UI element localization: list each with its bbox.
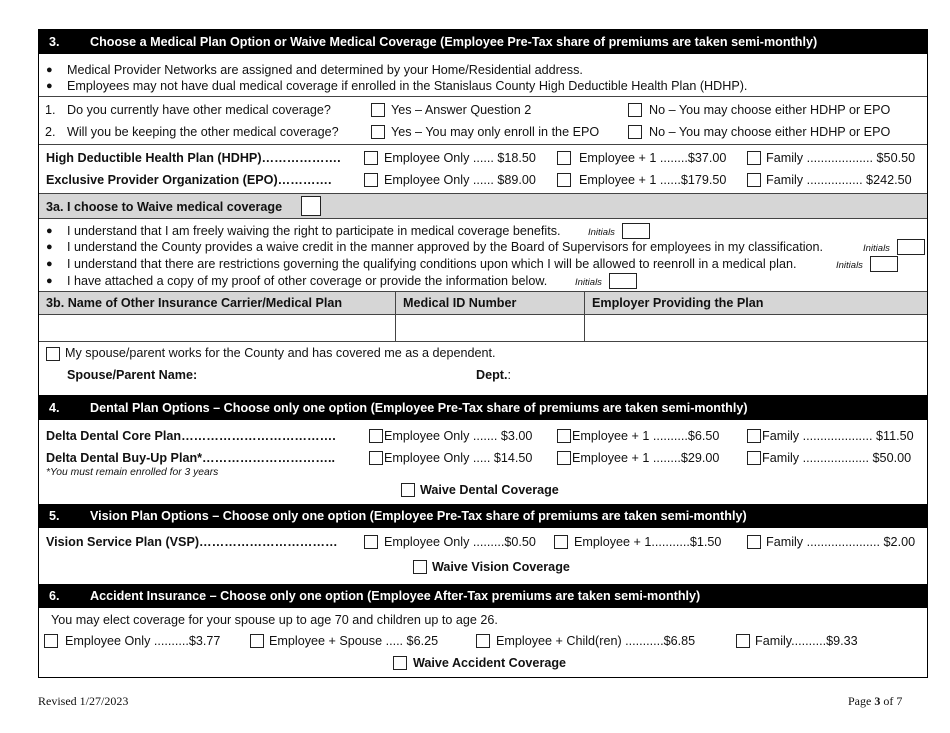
- vsp-employee-only-label: Employee Only .........$0.50: [384, 535, 536, 549]
- spouse-county-label: My spouse/parent works for the County and has covered me as a dependent.: [65, 346, 496, 360]
- waive-dental-label: Waive Dental Coverage: [420, 483, 559, 497]
- dental-core-employee-plus-one-checkbox[interactable]: [557, 429, 571, 443]
- section-6-header: [39, 584, 927, 608]
- initials-label: Initials: [836, 260, 863, 271]
- hdhp-employee-only-checkbox[interactable]: [364, 151, 378, 165]
- accident-employee-only-label: Employee Only ..........$3.77: [65, 634, 221, 648]
- divider: [39, 341, 927, 342]
- page-number: Page 3 of 7: [848, 694, 903, 708]
- epo-employee-plus-one-checkbox[interactable]: [557, 173, 571, 187]
- section-number: 4.: [49, 401, 60, 415]
- plan-name-dental-core: Delta Dental Core Plan……………………………….: [46, 429, 336, 443]
- vsp-employee-only-checkbox[interactable]: [364, 535, 378, 549]
- vsp-employee-plus-one-label: Employee + 1...........$1.50: [574, 535, 722, 549]
- accident-intro: You may elect coverage for your spouse up to age 70 and children up to age 26.: [51, 613, 498, 627]
- accident-employee-children-checkbox[interactable]: [476, 634, 490, 648]
- bullet-icon: ●: [46, 225, 53, 237]
- q1-yes-checkbox[interactable]: [371, 103, 385, 117]
- initials-label: Initials: [588, 227, 615, 238]
- spouse-county-checkbox[interactable]: [46, 347, 60, 361]
- dental-core-family-checkbox[interactable]: [747, 429, 761, 443]
- epo-employee-only-label: Employee Only ...... $89.00: [384, 173, 536, 187]
- waiver-statement: I understand that I am freely waiving the right to participate in medical coverage benefits.: [67, 224, 561, 238]
- epo-family-checkbox[interactable]: [747, 173, 761, 187]
- q1-yes-label: Yes – Answer Question 2: [391, 103, 532, 117]
- initials-field[interactable]: [609, 273, 637, 289]
- accident-family-label: Family..........$9.33: [755, 634, 858, 648]
- hdhp-employee-only-label: Employee Only ...... $18.50: [384, 151, 536, 165]
- section-4-header: [39, 395, 927, 420]
- epo-employee-plus-one-label: Employee + 1 ......$179.50: [579, 173, 727, 187]
- column-header: Medical ID Number: [403, 296, 517, 310]
- waive-vision-label: Waive Vision Coverage: [432, 560, 570, 574]
- accident-employee-spouse-label: Employee + Spouse ..... $6.25: [269, 634, 439, 648]
- section-title: Accident Insurance – Choose only one option (Employee After-Tax premiums are taken semi-monthly): [90, 589, 701, 603]
- section-number: 5.: [49, 509, 60, 523]
- plan-name-epo: Exclusive Provider Organization (EPO)………….: [46, 173, 332, 187]
- dental-buyup-employee-only-label: Employee Only ..... $14.50: [384, 451, 533, 465]
- initials-field[interactable]: [622, 223, 650, 239]
- dental-buyup-employee-only-checkbox[interactable]: [369, 451, 383, 465]
- waiver-statement: I understand the County provides a waive credit in the manner approved by the Board of Supervisors for employees in my classification.: [67, 240, 824, 254]
- divider: [39, 96, 927, 97]
- bullet-icon: ●: [46, 275, 53, 287]
- info-bullet: Employees may not have dual medical coverage if enrolled in the Stanislaus County High Deductible Health Plan (HDHP).: [67, 79, 748, 93]
- carrier-input[interactable]: [39, 316, 395, 340]
- dental-buyup-employee-plus-one-label: Employee + 1 ........$29.00: [572, 451, 720, 465]
- question-number: 1.: [45, 103, 56, 117]
- dental-core-family-label: Family .................... $11.50: [762, 429, 914, 443]
- q1-no-checkbox[interactable]: [628, 103, 642, 117]
- dept-label: Dept.:: [476, 368, 511, 382]
- waive-medical-checkbox[interactable]: [301, 196, 321, 216]
- dental-buyup-family-label: Family ................... $50.00: [762, 451, 912, 465]
- plan-name-vsp: Vision Service Plan (VSP)……………………………: [46, 535, 338, 549]
- accident-family-checkbox[interactable]: [736, 634, 750, 648]
- dental-buyup-family-checkbox[interactable]: [747, 451, 761, 465]
- waive-accident-checkbox[interactable]: [393, 656, 407, 670]
- spouse-name-label: Spouse/Parent Name:: [67, 368, 198, 382]
- q2-no-label: No – You may choose either HDHP or EPO: [649, 125, 891, 139]
- divider: [39, 144, 927, 145]
- question-1: Do you currently have other medical coverage?: [67, 103, 331, 117]
- accident-employee-children-label: Employee + Child(ren) ...........$6.85: [496, 634, 696, 648]
- revised-date: Revised 1/27/2023: [38, 694, 129, 708]
- initials-label: Initials: [863, 243, 890, 254]
- q2-yes-label: Yes – You may only enroll in the EPO: [391, 125, 600, 139]
- bullet-icon: ●: [46, 241, 53, 253]
- section-3-header: [39, 30, 927, 54]
- initials-field[interactable]: [870, 256, 898, 272]
- benefits-form: [38, 29, 928, 678]
- section-3a-title: 3a. I choose to Waive medical coverage: [46, 200, 283, 214]
- bullet-icon: ●: [46, 64, 53, 76]
- vsp-employee-plus-one-checkbox[interactable]: [554, 535, 568, 549]
- q1-no-label: No – You may choose either HDHP or EPO: [649, 103, 891, 117]
- section-3a-header: [39, 193, 927, 219]
- epo-family-label: Family ................ $242.50: [766, 173, 912, 187]
- epo-employee-only-checkbox[interactable]: [364, 173, 378, 187]
- section-number: 3.: [49, 35, 60, 49]
- section-5-header: [39, 504, 927, 528]
- medical-id-input[interactable]: [396, 316, 584, 340]
- employer-input[interactable]: [585, 316, 927, 340]
- info-bullet: Medical Provider Networks are assigned and determined by your Home/Residential address.: [67, 63, 583, 77]
- accident-employee-spouse-checkbox[interactable]: [250, 634, 264, 648]
- vsp-family-checkbox[interactable]: [747, 535, 761, 549]
- waiver-statement: I have attached a copy of my proof of other coverage or provide the information below.: [67, 274, 548, 288]
- section-number: 6.: [49, 589, 60, 603]
- waiver-statement: I understand that there are restrictions governing the qualifying conditions upon which I will be allowed to reenroll in a medical plan.: [67, 257, 797, 271]
- section-title: Vision Plan Options – Choose only one option (Employee Pre-Tax share of premiums are taken semi-monthly): [90, 509, 747, 523]
- dental-note: *You must remain enrolled for 3 years: [46, 467, 219, 478]
- question-number: 2.: [45, 125, 56, 139]
- waive-dental-checkbox[interactable]: [401, 483, 415, 497]
- column-header: 3b. Name of Other Insurance Carrier/Medical Plan: [46, 296, 343, 310]
- hdhp-family-checkbox[interactable]: [747, 151, 761, 165]
- q2-no-checkbox[interactable]: [628, 125, 642, 139]
- initials-field[interactable]: [897, 239, 925, 255]
- vsp-family-label: Family ..................... $2.00: [766, 535, 916, 549]
- hdhp-family-label: Family ................... $50.50: [766, 151, 916, 165]
- dental-core-employee-only-checkbox[interactable]: [369, 429, 383, 443]
- table-header: [39, 291, 927, 315]
- hdhp-employee-plus-one-label: Employee + 1 ........$37.00: [579, 151, 727, 165]
- dental-buyup-employee-plus-one-checkbox[interactable]: [557, 451, 571, 465]
- plan-name-dental-buyup: Delta Dental Buy-Up Plan*…………………………..: [46, 451, 335, 465]
- waive-vision-checkbox[interactable]: [413, 560, 427, 574]
- bullet-icon: ●: [46, 80, 53, 92]
- hdhp-employee-plus-one-checkbox[interactable]: [557, 151, 571, 165]
- bullet-icon: ●: [46, 258, 53, 270]
- section-title: Dental Plan Options – Choose only one option (Employee Pre-Tax share of premiums are taken semi-monthly): [90, 401, 748, 415]
- plan-name-hdhp: High Deductible Health Plan (HDHP)……………….: [46, 151, 341, 165]
- waive-accident-label: Waive Accident Coverage: [413, 656, 567, 670]
- question-2: Will you be keeping the other medical coverage?: [67, 125, 339, 139]
- dental-core-employee-only-label: Employee Only ....... $3.00: [384, 429, 533, 443]
- initials-label: Initials: [575, 277, 602, 288]
- column-header: Employer Providing the Plan: [592, 296, 764, 310]
- accident-employee-only-checkbox[interactable]: [44, 634, 58, 648]
- section-title: Choose a Medical Plan Option or Waive Medical Coverage (Employee Pre-Tax share of premiums are taken semi-monthly): [90, 35, 818, 49]
- dental-core-employee-plus-one-label: Employee + 1 ..........$6.50: [572, 429, 720, 443]
- q2-yes-checkbox[interactable]: [371, 125, 385, 139]
